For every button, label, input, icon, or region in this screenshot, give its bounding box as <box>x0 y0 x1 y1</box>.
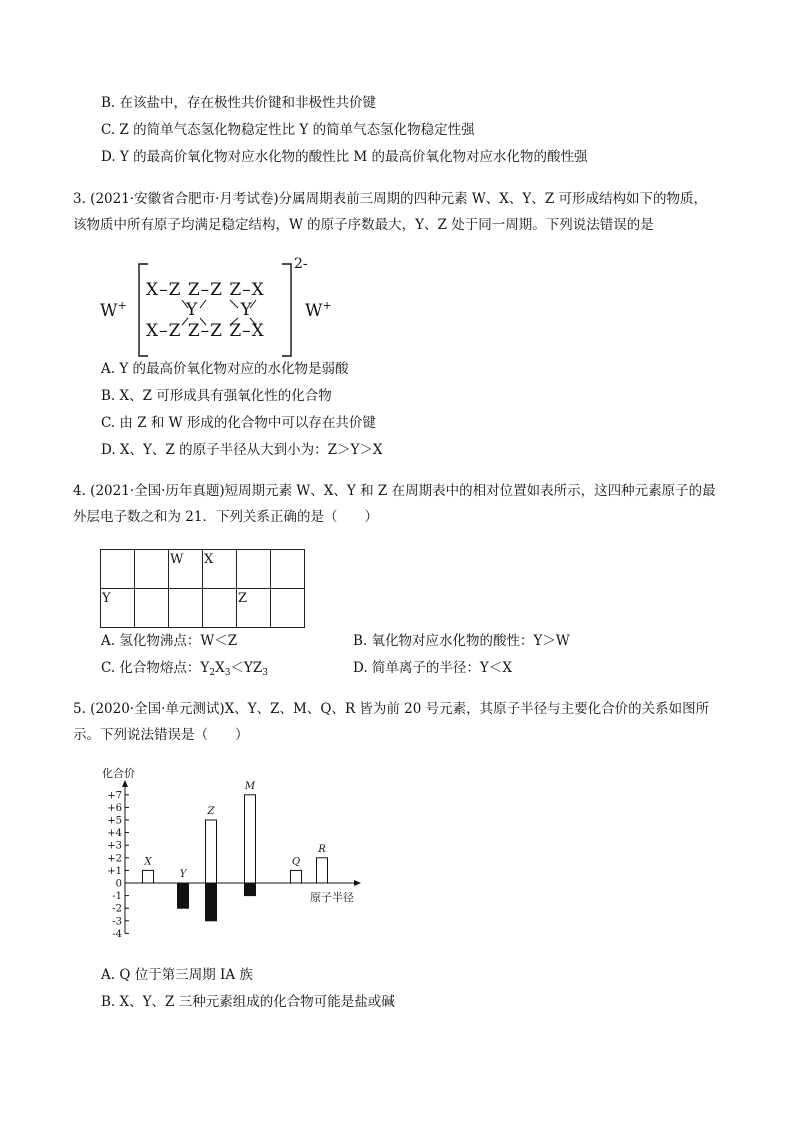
q4-option-c: C. 化合物熔点：$Y_2X_3<YZ_3$ <box>101 660 268 678</box>
x-axis-title: 原子半径 <box>310 891 354 904</box>
q3-option-b: B. X、Z 可形成具有强氧化性的化合物 <box>101 388 332 404</box>
bar-positive-Q <box>291 870 302 883</box>
table-cell <box>135 589 169 628</box>
y-axis-title: 化合价 <box>102 767 135 780</box>
table-cell <box>271 550 305 589</box>
q3-stem-line1: 3. (2021·安徽省合肥市·月考试卷)分属周期表前三周期的四种元素 W、X、Y、Z 可形成结构如下的物质， <box>73 191 708 207</box>
y-tick-label: -1 <box>112 891 122 903</box>
bar-label-Q: Q <box>291 856 301 868</box>
structure-row-bottom: X–Z Z–Z Z–X <box>146 321 265 341</box>
q4-stem-line1: 4. (2021·全国·历年真题)短周期元素 W、X、Y 和 Z 在周期表中的相对位置如表所示，这四种元素原子的最 <box>73 483 716 499</box>
bar-label-M: M <box>244 780 256 792</box>
table-cell <box>135 550 169 589</box>
bar-label-Z: Z <box>207 806 215 817</box>
table-row <box>101 589 305 628</box>
y-tick-label: +2 <box>107 853 122 865</box>
q3-option-d: D. X、Y、Z 的原子半径从大到小为：Z＞Y＞X <box>101 442 383 458</box>
table-cell <box>169 589 203 628</box>
bar-positive-M <box>245 795 256 883</box>
right-bracket <box>280 258 294 362</box>
q3-stem-line2: 该物质中所有原子均满足稳定结构，W 的原子序数最大，Y、Z 处于同一周期。下列说法错误的是 <box>73 217 654 233</box>
y-tick-label: -3 <box>112 916 122 928</box>
bar-negative-M <box>245 883 256 896</box>
q4-option-a: A. 氢化物沸点：W＜Z <box>101 633 238 649</box>
y-tick-label: -2 <box>112 903 122 915</box>
valence-radius-chart <box>100 763 370 943</box>
q4-option-b: B. 氧化物对应水化物的酸性：Y＞W <box>353 633 570 649</box>
q3-structure-formula <box>100 258 340 362</box>
bar-positive-R <box>317 858 328 883</box>
table-cell <box>101 550 135 589</box>
q5-stem-line1: 5. (2020·全国·单元测试)X、Y、Z、M、Q、R 皆为前 20 号元素，其原子半径与主要化合价的关系如图所 <box>73 701 710 717</box>
bar-positive-X <box>143 870 154 883</box>
structure-cation-left: W+ <box>100 299 127 321</box>
q4-stem-line2: 外层电子数之和为 21．下列关系正确的是（ ） <box>73 509 378 525</box>
table-cell: W <box>169 550 203 589</box>
table-cell <box>237 550 271 589</box>
table-row <box>101 550 305 589</box>
q5-option-b: B. X、Y、Z 三种元素组成的化合物可能是盐或碱 <box>101 994 395 1010</box>
q2-option-b: B. 在该盐中，存在极性共价键和非极性共价键 <box>101 95 377 111</box>
q5-stem-line2: 示。下列说法错误是（ ） <box>73 727 249 743</box>
q3-option-c: C. 由 Z 和 W 形成的化合物中可以存在共价键 <box>101 415 376 431</box>
q3-option-a: A. Y 的最高价氧化物对应的水化物是弱酸 <box>101 361 349 377</box>
bar-negative-Z <box>206 883 217 921</box>
periodic-position-table <box>100 549 305 628</box>
q2-option-c: C. Z 的简单气态氢化物稳定性比 Y 的简单气态氢化物稳定性强 <box>101 122 475 138</box>
q2-option-d: D. Y 的最高价氧化物对应水化物的酸性比 M 的最高价氧化物对应水化物的酸性强 <box>101 149 588 165</box>
table-cell <box>203 589 237 628</box>
structure-cation-right: W+ <box>305 299 332 321</box>
y-tick-label: +4 <box>107 828 122 840</box>
left-bracket <box>136 258 150 362</box>
structure-row-top: X–Z Z–Z Z–X <box>146 280 265 300</box>
structure-charge: 2- <box>294 256 308 272</box>
table-cell: Z <box>237 589 271 628</box>
y-tick-label: +5 <box>107 815 122 827</box>
table-cell: X <box>203 550 237 589</box>
q4-option-d: D. 简单离子的半径：Y＜X <box>353 660 512 676</box>
bar-positive-Z <box>206 820 217 883</box>
table-cell: Y <box>101 589 135 628</box>
y-tick-label: +1 <box>107 865 122 877</box>
x-axis-arrow <box>354 880 361 886</box>
y-tick-label: +6 <box>107 802 122 814</box>
q5-option-a: A. Q 位于第三周期 IA 族 <box>101 967 253 983</box>
y-axis-arrow <box>122 780 128 787</box>
structure-row-mid: Y Y <box>186 300 252 320</box>
y-tick-label: -4 <box>112 928 122 940</box>
y-tick-label: +3 <box>107 840 122 852</box>
table-cell <box>271 589 305 628</box>
bar-label-X: X <box>144 856 152 868</box>
bar-label-R: R <box>318 843 326 855</box>
y-tick-label: +7 <box>107 790 122 802</box>
bar-negative-Y <box>178 883 189 908</box>
y-tick-label: 0 <box>115 878 122 890</box>
bar-label-Y: Y <box>179 869 187 880</box>
